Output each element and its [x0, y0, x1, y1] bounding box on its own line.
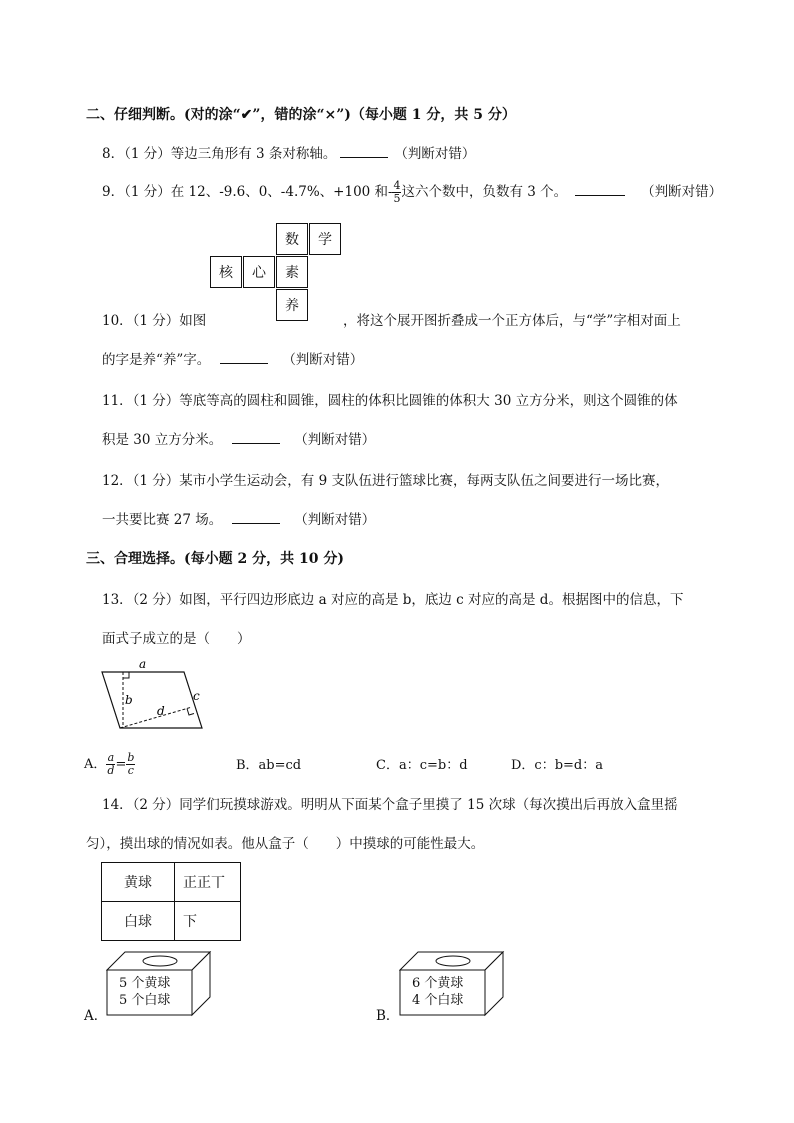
- box-b-yellow: 6 个黄球: [412, 976, 464, 991]
- question-13-line1: 13．（2 分）如图，平行四边形底边 a 对应的高是 b，底边 c 对应的高是 d。根据图中的信息，下: [102, 592, 684, 608]
- question-9: [102, 180, 722, 205]
- judge-tail: （判断对错）: [641, 184, 723, 200]
- question-12-line2: [102, 508, 375, 528]
- equals-sign: =: [115, 757, 127, 772]
- net-cell-xue: 学: [309, 223, 341, 255]
- answer-blank[interactable]: [575, 183, 625, 196]
- question-8-text: 8．（1 分）等边三角形有 3 条对称轴。: [102, 146, 337, 162]
- question-9-text-a: 9．（1 分）在 12、-9.6、0、-4.7%、+100 和: [102, 184, 389, 200]
- tally-yellow: 正正丅: [175, 863, 241, 902]
- box-b-white: 4 个白球: [412, 993, 464, 1008]
- net-cell-he: 核: [210, 256, 242, 288]
- table-row: [102, 863, 241, 902]
- net-cell-yang: 养: [276, 289, 308, 321]
- option-c[interactable]: C．a：c=b：d: [376, 758, 468, 773]
- question-10-line2: [102, 348, 363, 368]
- table-row: [102, 902, 241, 941]
- tally-white: 下: [175, 902, 241, 941]
- question-9-text-b: 这六个数中，负数有 3 个。: [401, 184, 568, 200]
- answer-blank[interactable]: [340, 145, 388, 158]
- label-a: a: [139, 657, 147, 671]
- question-11-line2: [102, 428, 375, 448]
- option-b-label[interactable]: B．: [376, 1008, 400, 1024]
- judge-tail: （判断对错）: [294, 512, 376, 528]
- answer-blank[interactable]: [220, 351, 268, 364]
- box-a-white: 5 个白球: [119, 993, 171, 1008]
- fraction-4-5: $\frac{4}{5}$: [393, 179, 401, 205]
- row-label-white: 白球: [102, 902, 175, 941]
- option-b[interactable]: B．ab=cd: [236, 758, 302, 773]
- negative-sign: -: [388, 185, 393, 200]
- question-11-line1: 11．（1 分）等底等高的圆柱和圆锥，圆柱的体积比圆锥的体积大 30 立方分米，则这个圆锥的体: [102, 393, 678, 409]
- option-a[interactable]: [84, 752, 135, 777]
- question-10-line2-text: 的字是养“养”字。: [102, 352, 211, 368]
- label-b: b: [125, 693, 133, 707]
- question-13-line2: 面式子成立的是（ ）: [102, 631, 251, 647]
- question-11-line2-text: 积是 30 立方分米。: [102, 432, 223, 448]
- box-a-yellow: 5 个黄球: [119, 976, 171, 991]
- option-d[interactable]: D．c：b=d：a: [511, 758, 603, 773]
- fraction-b-over-c: $\frac{b}{c}$: [127, 751, 135, 777]
- question-8: [102, 142, 475, 162]
- label-d: d: [157, 704, 165, 718]
- box-b-contents: [412, 975, 463, 1009]
- judge-tail: （判断对错）: [294, 432, 376, 448]
- section-2-title: 二、仔细判断。(对的涂“✔”，错的涂“×”)（每小题 1 分，共 5 分）: [86, 107, 516, 123]
- box-a-contents: [119, 975, 170, 1009]
- option-a-label[interactable]: A．: [84, 1008, 108, 1024]
- question-10-text-b: ，将这个展开图折叠成一个正方体后，与“学”字相对面上: [343, 313, 681, 329]
- question-14-line1: 14．（2 分）同学们玩摸球游戏。明明从下面某个盒子里摸了 15 次球（每次摸出后再放入盒里摇: [102, 797, 678, 813]
- answer-blank[interactable]: [232, 431, 280, 444]
- net-cell-shu: 数: [276, 223, 308, 255]
- question-12-line1: 12．（1 分）某市小学生运动会，有 9 支队伍进行篮球比赛，每两支队伍之间要进行一场比赛，: [102, 473, 669, 489]
- net-cell-su: 素: [276, 256, 308, 288]
- judge-tail: （判断对错）: [394, 146, 476, 162]
- row-label-yellow: 黄球: [102, 863, 175, 902]
- section-3-title: 三、合理选择。(每小题 2 分，共 10 分): [86, 551, 344, 567]
- option-a-label: A．: [84, 757, 107, 772]
- fraction-a-over-d: $\frac{a}{d}$: [107, 751, 115, 777]
- question-12-line2-text: 一共要比赛 27 场。: [102, 512, 223, 528]
- judge-tail: （判断对错）: [282, 352, 364, 368]
- tally-table: [101, 862, 241, 941]
- question-10-text-a: 10．（1 分）如图: [102, 313, 207, 329]
- answer-blank[interactable]: [232, 511, 280, 524]
- net-cell-xin: 心: [243, 256, 275, 288]
- parallelogram-figure: [95, 656, 225, 736]
- label-c: c: [193, 689, 200, 703]
- question-14-line2: 匀），摸出球的情况如表。他从盒子（ ）中摸球的可能性最大。: [86, 836, 485, 852]
